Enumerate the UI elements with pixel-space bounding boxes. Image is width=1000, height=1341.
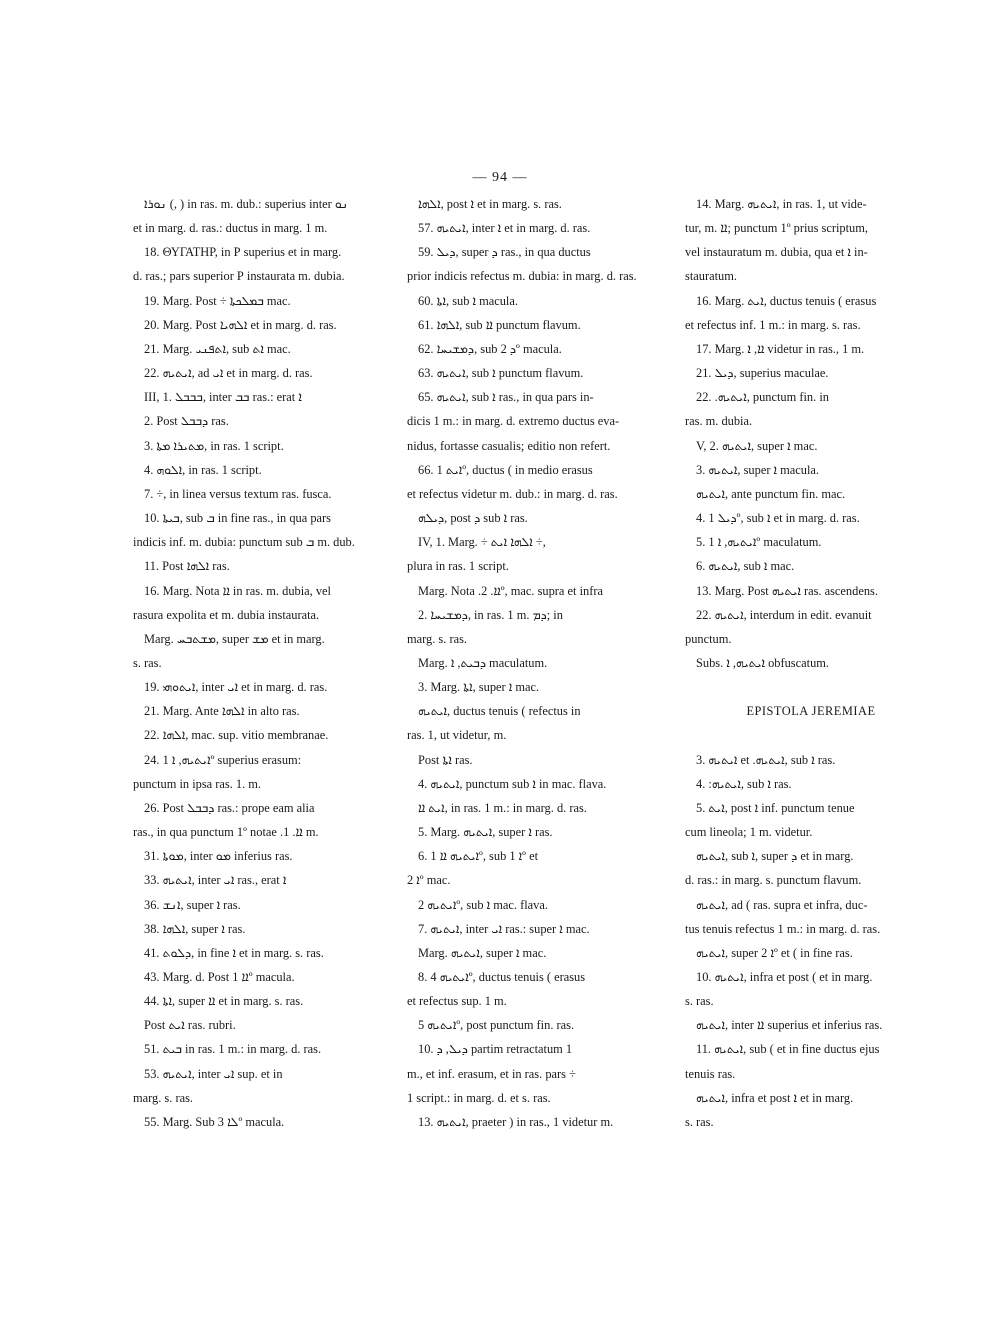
- note-line: 22. .ܐܝܬܝܗ, punctum fin. in: [696, 390, 829, 405]
- note-line: ܐܝܬܝܗ, super ܐ 2º et ( in fine ras.: [696, 945, 853, 960]
- note-line: 4. :ܐܝܬܝܗ, sub ܐ ras.: [696, 776, 792, 791]
- note-line: 61. ܐܠܗܐ, sub ܐܐ punctum flavum.: [418, 317, 581, 332]
- section-heading: EPISTOLA JEREMIAE: [746, 704, 876, 719]
- right-column: [685, 192, 937, 1134]
- note-line: ܐܝܬܝܗ, ad ( ras. supra et infra, duc-: [696, 897, 868, 912]
- note-line: 5. ܐܝܬ, post ܐ inf. punctum tenue: [696, 800, 855, 815]
- note-line: s. ras.: [133, 655, 162, 670]
- note-line: marg. s. ras.: [133, 1090, 193, 1105]
- note-line: 66. ܐܝܬ 1º, ductus ( in medio erasus: [418, 462, 593, 477]
- note-line: 17. Marg. ܐܐ, ܐ videtur in ras., 1 m.: [696, 341, 865, 356]
- note-line: 4. ܕܝܠ 1º, sub ܐ et in marg. d. ras.: [696, 511, 860, 526]
- blank-line: [685, 723, 937, 747]
- note-line: 59. ܕܝܠ, super ܕ ras., in qua ductus: [418, 245, 591, 260]
- note-line: Marg. ܕܒܝܬ, ܐ maculatum.: [418, 655, 548, 670]
- note-line: s. ras.: [685, 994, 714, 1009]
- note-line: 8. ܐܝܬܝܗ 4º, ductus tenuis ( erasus: [418, 970, 586, 984]
- note-line: 10. ܒܝܬܐ, sub ܒ in fine ras., in qua pars: [144, 511, 331, 526]
- note-line: punctum.: [685, 631, 732, 646]
- note-line: 16. Marg. Nota ܐܐ in ras. m. dubia, vel: [144, 583, 331, 598]
- note-line: 3. ܡܬܝܪܐ ܡܬܐ, in ras. 1 script.: [144, 438, 284, 453]
- note-line: Post ܐܝܬ ras. rubri.: [144, 1018, 236, 1033]
- note-line: marg. s. ras.: [407, 631, 467, 646]
- note-line: ܕܝܠܗ, post ܕ sub ܐ ras.: [418, 511, 528, 526]
- note-line: 38. ܐܠܗܐ, super ܐ ras.: [144, 921, 246, 936]
- note-line: 33. ܐܝܬܝܗ, inter ܐܝ ras., erat ܐ: [144, 873, 287, 888]
- note-line: 36. ܐܢܫ, super ܐ ras.: [144, 897, 241, 912]
- note-line: ܐܝܬܝܗ 2º, sub ܐ mac. flava.: [418, 897, 548, 912]
- note-line: 7. ܐܝܬܝܗ, inter ܐܝ ras.: super ܐ mac.: [418, 921, 590, 936]
- note-line: 13. ܐܝܬܝܗ, praeter ) in ras., 1 videtur m.: [418, 1114, 614, 1129]
- note-line: Subs. ܐܝܬܝܗ, ܐ obfuscatum.: [696, 655, 830, 670]
- note-line: Marg. ܡܫܬܒܚ, super ܡܫ et in marg.: [144, 631, 325, 646]
- note-line: d. ras.; pars superior Ρ instaurata m. dubia.: [133, 269, 345, 284]
- note-line: 4. ܐܝܬܝܗ, punctum sub ܐ in mac. flava.: [418, 776, 607, 791]
- left-column: [133, 192, 381, 1134]
- note-line: III, 1. ܒܒܒܠ, inter ܒܒ ras.: erat ܐ: [144, 390, 302, 405]
- note-line: ܐܝܬܝܗ, sub ܐ, super ܕ et in marg.: [696, 849, 854, 864]
- note-line: 51. ܒܝܬ in ras. 1 m.: in marg. d. ras.: [144, 1042, 322, 1057]
- note-line: ܐܝܬܝܗ, inter ܐܐ superius et inferius ras.: [696, 1018, 883, 1033]
- note-line: m., et inf. erasum, et in ras. pars ÷: [407, 1066, 576, 1081]
- note-line: indicis inf. m. dubia: punctum sub ܒ m. dub.: [133, 535, 355, 550]
- note-line: 31. ܡܘܬܐ, inter ܡܘ inferius ras.: [144, 849, 293, 864]
- note-line: 10. ܐܝܬܝܗ, infra et post ( et in marg.: [696, 969, 873, 984]
- note-line: 4. ܐܠܘܗ, in ras. 1 script.: [144, 462, 262, 477]
- note-line: ras. m. dubia.: [685, 414, 753, 429]
- note-line: ܐܠܗܐ, post ܐ et in marg. s. ras.: [418, 197, 562, 211]
- note-line: 55. Marg. Sub ܠܐ 3º macula.: [144, 1114, 285, 1129]
- note-line: 62. ܕܡܫܝܚܐ, sub ܕ 2º macula.: [418, 341, 562, 356]
- note-line: IV, 1. Marg. ÷ ܐܠܗܐ ܐܝܬ ÷,: [418, 535, 546, 550]
- note-line: ܐܝܬܝܗ, ante punctum fin. mac.: [696, 486, 846, 501]
- note-line: 26. Post ܕܒܒܠ ras.: prope eam alia: [144, 800, 315, 815]
- note-line: ܐܝܬܝܗ 5º, post punctum fin. ras.: [418, 1018, 575, 1033]
- note-line: 21. Marg. ܐܬܦܢܝ, sub ܐܬ mac.: [144, 341, 291, 356]
- note-line: 11. Post ܐܠܗܐ ras.: [144, 559, 230, 574]
- note-line: ܐܝܬ ܐܐ, in ras. 1 m.: in marg. d. ras.: [418, 800, 587, 815]
- note-line: tenuis ras.: [685, 1066, 736, 1081]
- page-number: — 94 —: [472, 170, 528, 185]
- note-line: 11. ܐܝܬܝܗ, sub ( et in fine ductus ejus: [696, 1042, 880, 1057]
- note-line: 21. ܕܝܠ, superius maculae.: [696, 366, 829, 381]
- note-line: 60. ܐܬܐ, sub ܐ macula.: [418, 293, 518, 308]
- note-line: tus tenuis refectus 1 m.: in marg. d. ras.: [685, 921, 881, 936]
- note-line: et refectus inf. 1 m.: in marg. s. ras.: [685, 317, 861, 332]
- note-line: 3. ܐܝܬܝܗ et .ܐܝܬܝܗ, sub ܐ ras.: [696, 752, 836, 767]
- note-line: et in marg. d. ras.: ductus in marg. 1 m.: [133, 221, 328, 236]
- note-line: Marg. ܐܝܬܝܗ, super ܐ mac.: [418, 945, 547, 960]
- note-line: ras., in qua punctum 1º notae .ܐܐ. 1 m.: [133, 825, 319, 840]
- note-line: tur, m. ܐܐ; punctum 1º prius scriptum,: [685, 221, 868, 236]
- note-line: 6. ܐܝܬܝܗ, sub ܐ mac.: [696, 559, 795, 574]
- note-line: dicis 1 m.: in marg. d. extremo ductus eva-: [407, 414, 620, 429]
- note-line: 44. ܐܬܐ, super ܐܐ et in marg. s. ras.: [144, 994, 304, 1009]
- note-line: 16. Marg. ܐܝܬ, ductus tenuis ( erasus: [696, 293, 877, 308]
- note-line: 13. Marg. Post ܐܝܬܝܗ ras. ascendens.: [696, 583, 878, 598]
- note-line: 5. Marg. ܐܝܬܝܗ, super ܐ ras.: [418, 825, 553, 840]
- note-line: prior indicis refectus m. dubia: in marg. d. ras.: [407, 269, 637, 284]
- note-line: 21. Marg. Ante ܐܠܗܐ in alto ras.: [144, 704, 300, 719]
- note-line: 63. ܐܝܬܝܗ, sub ܐ punctum flavum.: [418, 366, 584, 381]
- note-line: cum lineola; 1 m. videtur.: [685, 825, 813, 840]
- note-line: et refectus videtur m. dub.: in marg. d. ras.: [407, 486, 618, 501]
- note-line: Post ܐܬܐ ras.: [418, 752, 473, 767]
- note-line: 2. Post ܕܒܒܠ ras.: [144, 414, 229, 429]
- note-line: rasura expolita et m. dubia instaurata.: [133, 607, 320, 622]
- note-line: 3. Marg. ܐܬܐ, super ܐ mac.: [418, 680, 540, 695]
- blank-line: [685, 675, 937, 699]
- note-line: stauratum.: [685, 269, 737, 284]
- note-line: 14. Marg. ܐܝܬܝܗ, in ras. 1, ut vide-: [696, 197, 867, 211]
- note-line: 19. Marg. Post ÷ ܒܡܠܟܬܐ mac.: [144, 293, 291, 308]
- note-line: 1 script.: in marg. d. et s. ras.: [407, 1090, 551, 1105]
- note-line: 20. Marg. Post ܐܠܗܝܐ et in marg. d. ras.: [144, 317, 337, 332]
- note-line: ܐܝܬܝܗ, infra et post ܐ et in marg.: [696, 1090, 854, 1105]
- note-line: punctum in ipsa ras. 1. m.: [133, 776, 262, 791]
- note-line: 53. ܐܝܬܝܗ, inter ܐܝ sup. et in: [144, 1066, 283, 1081]
- note-line: s. ras.: [685, 1114, 714, 1129]
- note-line: 2. ܕܡܫܝܚܐ, in ras. 1 m. ܕܡ; in: [418, 607, 563, 622]
- note-line: ܐܝܬܝܗ, ductus tenuis ( refectus in: [418, 704, 581, 719]
- note-line: 10. ܕܝܠ, ܕ partim retractatum 1: [418, 1042, 573, 1057]
- note-line: 5. ܐܝܬܝܗ, ܐ 1º maculatum.: [696, 535, 822, 550]
- note-line: 22. ܐܝܬܝܗ, ad ܐܝ et in marg. d. ras.: [144, 366, 313, 381]
- note-line: plura in ras. 1 script.: [407, 559, 509, 574]
- note-line: 65. ܐܝܬܝܗ, sub ܐ ras., in qua pars in-: [418, 390, 594, 405]
- note-line: 19. ܐܝܬܘܗܝ, inter ܐܝ et in marg. d. ras.: [144, 680, 328, 695]
- note-line: 41. ܕܠܘܬ, in fine ܐ et in marg. s. ras.: [144, 945, 324, 960]
- note-line: d. ras.: in marg. s. punctum flavum.: [685, 873, 862, 888]
- note-line: 18. ΘΥΓΑΤΗΡ, in Ρ superius et in marg.: [144, 245, 342, 260]
- note-line: et refectus sup. 1 m.: [407, 994, 507, 1009]
- note-line: vel instauratum m. dubia, qua et ܐ in-: [685, 245, 868, 260]
- note-line: V, 2. ܐܝܬܝܗ, super ܐ mac.: [696, 438, 818, 453]
- note-line: 57. ܐܝܬܝܗ, inter ܐ et in marg. d. ras.: [418, 221, 591, 236]
- note-line: 43. Marg. d. Post ܐܐ 1º macula.: [144, 970, 295, 984]
- note-line: 3. ܐܝܬܝܗ, super ܐ macula.: [696, 462, 820, 477]
- note-line: ras. 1, ut videtur, m.: [407, 728, 507, 743]
- note-line: Marg. Nota .ܐܐ. 2º, mac. supra et infra: [418, 583, 603, 598]
- note-line: 22. ܐܝܬܝܗ, interdum in edit. evanuit: [696, 607, 872, 622]
- note-line: 22. ܐܠܗܐ, mac. sup. vitio membranae.: [144, 728, 329, 743]
- note-line: ܢܘܪܐ (, ) in ras. m. dub.: superius inter ܢܘ: [144, 197, 349, 211]
- note-line: 24. ܐܝܬܝܗ, ܐ 1º superius erasum:: [144, 752, 302, 767]
- note-line: nidus, fortasse casualis; editio non refert.: [407, 438, 611, 453]
- middle-column: [407, 192, 659, 1134]
- note-line: ܐ 2º mac.: [407, 873, 451, 888]
- note-line: 6. ܐܝܬܝܗ ܐܐ 1º, sub ܐ 1º et: [418, 849, 539, 864]
- note-line: 7. ÷, in linea versus textum ras. fusca.: [144, 486, 332, 501]
